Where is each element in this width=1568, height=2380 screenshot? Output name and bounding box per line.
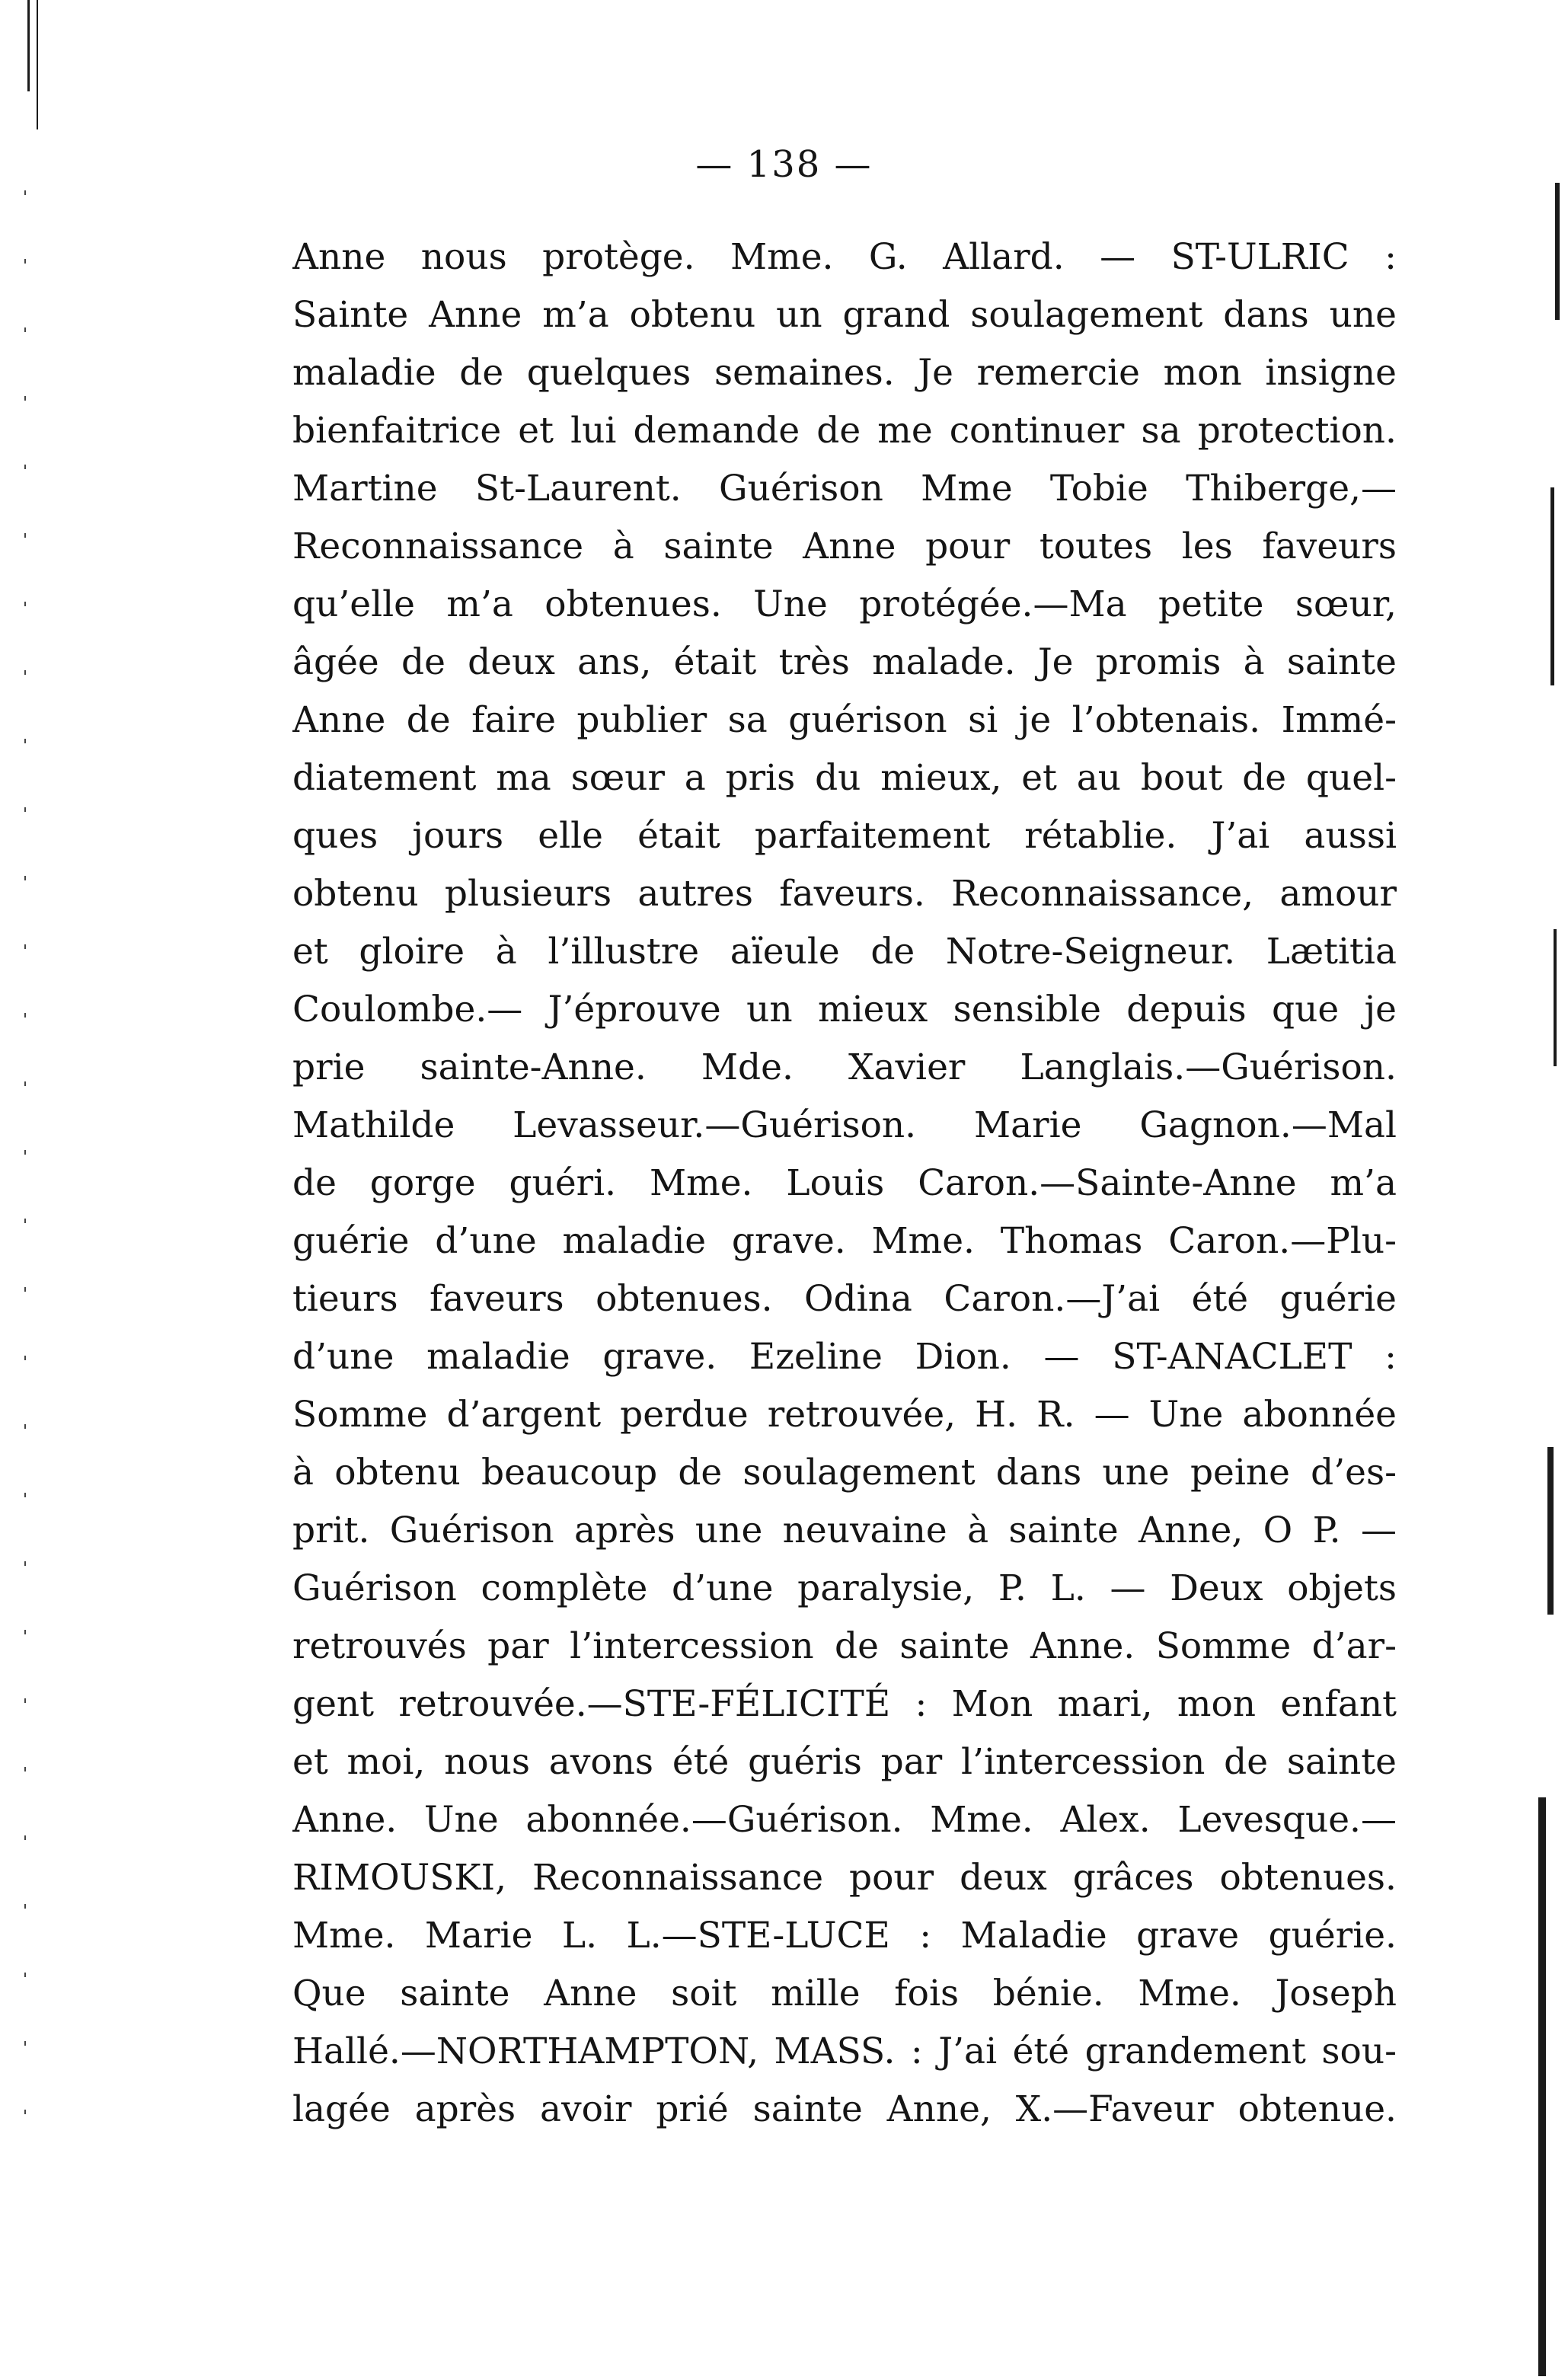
text-line: âgée de deux ans, était très malade. Je promis à sainte — [292, 641, 1397, 683]
text-line: Que sainte Anne soit mille fois bénie. Mme. Joseph — [292, 1973, 1397, 2014]
scan-edge-dots — [24, 190, 26, 2171]
text-line: Hallé.—NORTHAMPTON, MASS. : J’ai été grandement sou- — [292, 2030, 1397, 2072]
text-line: d’une maladie grave. Ezeline Dion. — ST-ANACLET : — [292, 1336, 1397, 1378]
text-line: Anne. Une abonnée.—Guérison. Mme. Alex. Levesque.— — [292, 1799, 1397, 1841]
text-line: obtenu plusieurs autres faveurs. Reconnaissance, amour — [292, 873, 1397, 915]
text-line: Mathilde Levasseur.—Guérison. Marie Gagnon.—Mal — [292, 1104, 1397, 1146]
text-line: Guérison complète d’une paralysie, P. L. — Deux objets — [292, 1567, 1397, 1609]
text-line: prie sainte-Anne. Mde. Xavier Langlais.—Guérison. — [292, 1046, 1397, 1088]
text-line: Somme d’argent perdue retrouvée, H. R. — Une abonnée — [292, 1394, 1397, 1436]
scan-edge-mark — [1554, 929, 1557, 1066]
text-line: Anne nous protège. Mme. G. Allard. — ST-ULRIC : — [292, 236, 1397, 278]
text-line: retrouvés par l’intercession de sainte Anne. Somme d’ar- — [292, 1625, 1397, 1667]
text-line: et gloire à l’illustre aïeule de Notre-Seigneur. Lætitia — [292, 931, 1397, 973]
scan-edge-mark — [1555, 183, 1560, 320]
text-line: lagée après avoir prié sainte Anne, X.—Faveur obtenue. — [292, 2088, 1397, 2130]
text-line: de gorge guéri. Mme. Louis Caron.—Sainte-Anne m’a — [292, 1162, 1397, 1204]
text-line: guérie d’une maladie grave. Mme. Thomas Caron.—Plu- — [292, 1220, 1397, 1262]
scan-edge-mark — [1550, 487, 1554, 685]
text-line: prit. Guérison après une neuvaine à sainte Anne, O P. — — [292, 1509, 1397, 1551]
text-line: bienfaitrice et lui demande de me continuer sa protection. — [292, 410, 1397, 452]
scan-edge-mark — [1538, 1797, 1546, 2376]
text-line: Mme. Marie L. L.—STE-LUCE : Maladie grave guérie. — [292, 1915, 1397, 1957]
text-line: Sainte Anne m’a obtenu un grand soulagement dans une — [292, 294, 1397, 336]
scan-edge-mark — [27, 0, 30, 91]
text-line: maladie de quelques semaines. Je remercie mon insigne — [292, 352, 1397, 394]
text-line: et moi, nous avons été guéris par l’intercession de sainte — [292, 1741, 1397, 1783]
text-line: à obtenu beaucoup de soulagement dans une peine d’es- — [292, 1452, 1397, 1493]
text-line: ques jours elle était parfaitement rétablie. J’ai aussi — [292, 815, 1397, 857]
scan-edge-mark — [1547, 1447, 1554, 1615]
text-line: RIMOUSKI, Reconnaissance pour deux grâces obtenues. — [292, 1857, 1397, 1899]
text-line: Coulombe.— J’éprouve un mieux sensible depuis que je — [292, 989, 1397, 1030]
text-line: Reconnaissance à sainte Anne pour toutes les faveurs — [292, 526, 1397, 567]
body-text — [292, 228, 1397, 2139]
text-line: Anne de faire publier sa guérison si je l’obtenais. Immé- — [292, 699, 1397, 741]
page-number: — 138 — — [695, 143, 873, 186]
text-line: Martine St-Laurent. Guérison Mme Tobie Thiberge,— — [292, 468, 1397, 510]
text-line: qu’elle m’a obtenues. Une protégée.—Ma petite sœur, — [292, 583, 1397, 625]
text-line: diatement ma sœur a pris du mieux, et au bout de quel- — [292, 757, 1397, 799]
text-line: gent retrouvée.—STE-FÉLICITÉ : Mon mari, mon enfant — [292, 1683, 1397, 1725]
text-line: tieurs faveurs obtenues. Odina Caron.—J’ai été guérie — [292, 1278, 1397, 1320]
scan-edge-mark — [37, 0, 38, 129]
